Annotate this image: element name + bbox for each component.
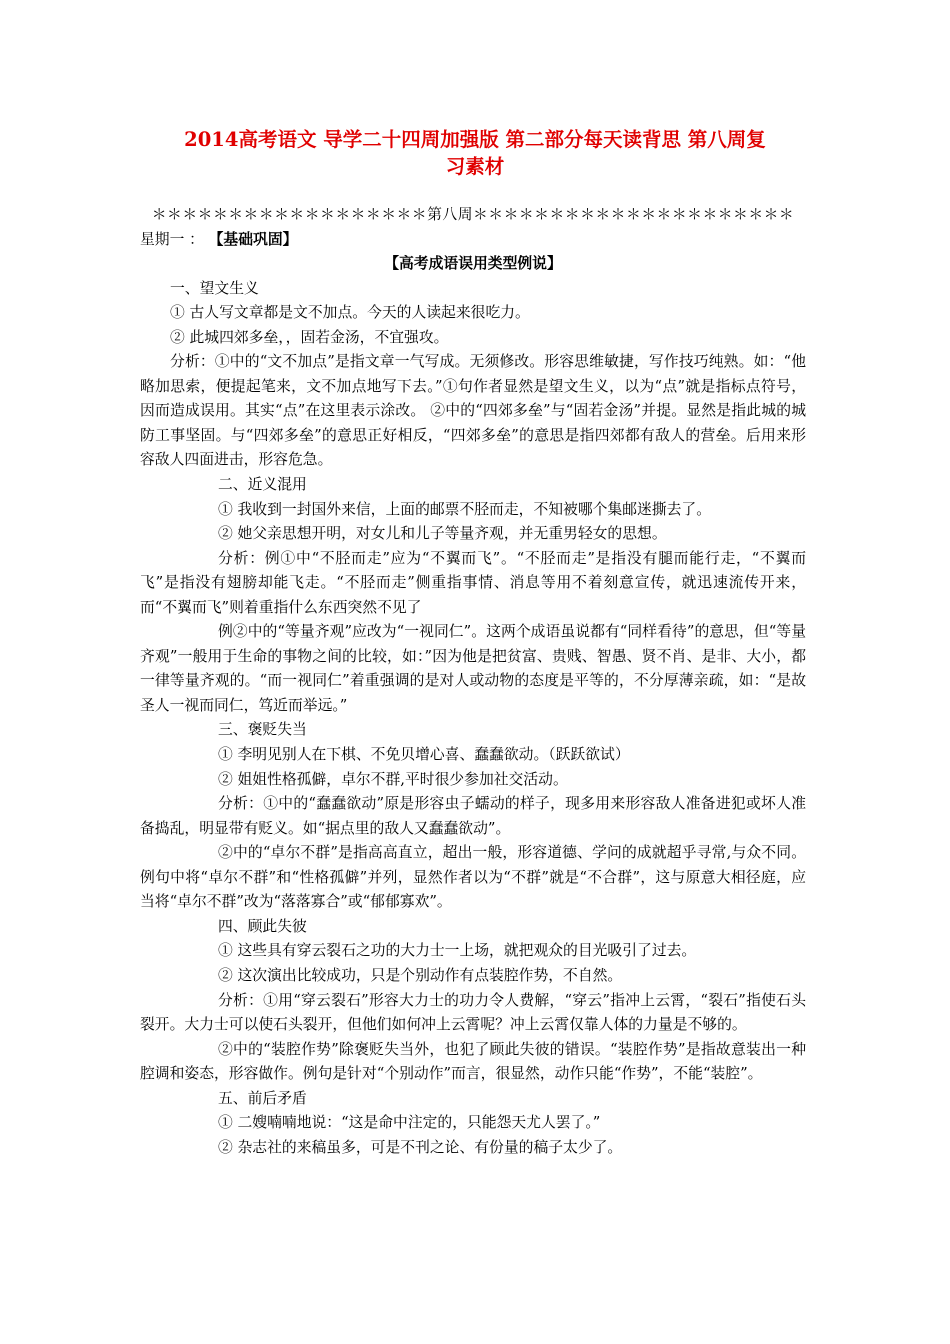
section-4-analysis-1: 分析：①用“穿云裂石”形容大力士的功力令人费解，“穿云”指冲上云霄，“裂石”指使石头裂开。大力士可以使石头裂开，但他们如何冲上云霄呢？冲上云霄仅靠人体的力量是不够的。 (140, 991, 806, 1034)
section-4-analysis-2: ②中的“装腔作势”除褒贬失当外，也犯了顾此失彼的错误。“装腔作势”是指故意装出一种腔调和姿态，形容做作。例句是针对“个别动作”而言，很显然，动作只能“作势”，不能“装腔”。 (140, 1040, 806, 1083)
section-5-example-2: ② 杂志社的来稿虽多，可是不刊之论、有份量的稿子太少了。 (218, 1138, 623, 1156)
section-2-analysis-2: 例②中的“等量齐观”应改为“一视同仁”。这两个成语虽说都有“同样看待”的意思，但“等量齐观”一般用于生命的事物之间的比较，如：”因为他是把贫富、贵贱、智愚、贤不肖、是非、大小，都一律等量齐观的。“而一视同仁”着重强调的是对人或动物的态度是平等的，不分厚薄亲疏，如：“是故圣人一视而同仁，笃近而举远。” (140, 623, 806, 714)
section-2-title: 二、近义混用 (218, 476, 307, 494)
section-3-title: 三、褒贬失当 (218, 721, 307, 739)
title-line-2: 习素材 (445, 155, 505, 178)
section-5-title: 五、前后矛盾 (218, 1089, 307, 1107)
document-body (140, 203, 806, 1160)
day-line (140, 228, 806, 253)
day-tag: 【基础巩固】 (208, 230, 298, 248)
section-1-example-2: ② 此城四郊多垒，，固若金汤，不宜强攻。 (170, 328, 449, 346)
week-header: ＊＊＊＊＊＊＊＊＊＊＊＊＊＊＊＊＊＊第八周＊＊＊＊＊＊＊＊＊＊＊＊＊＊＊＊＊＊＊＊＊ (151, 206, 795, 223)
section-4-title: 四、顾此失彼 (218, 917, 307, 935)
section-3-analysis-2: ②中的“卓尔不群”是指高高直立，超出一般，形容道德、学问的成就超乎寻常,与众不同。例句中将“卓尔不群”和“性格孤僻”并列，显然作者以为“不群”就是“不合群”，这与原意大相径庭，应当将“卓尔不群”改为“落落寡合”或“郁郁寡欢”。 (140, 844, 806, 911)
section-5-example-1: ① 二嫂喃喃地说：“这是命中注定的，只能怨天尤人罢了。” (218, 1114, 601, 1132)
title-line-1: 2014高考语文 导学二十四周加强版 第二部分每天读背思 第八周复 (184, 128, 766, 151)
section-heading: 【高考成语误用类型例说】 (384, 255, 562, 273)
section-4-example-2: ② 这次演出比较成功，只是个别动作有点装腔作势，不自然。 (218, 966, 623, 984)
section-1-title: 一、望文生义 (170, 279, 259, 297)
day-label: 星期一 ： (140, 230, 204, 248)
section-2-example-2: ② 她父亲思想开明，对女儿和儿子等量齐观，并无重男轻女的思想。 (218, 525, 667, 543)
section-2-example-1: ① 我收到一封国外来信，上面的邮票不胫而走，不知被哪个集邮迷撕去了。 (218, 500, 712, 518)
section-1-analysis: 分析：①中的“文不加点”是指文章一气写成。无须修改。形容思维敏捷，写作技巧纯熟。如：“他略加思索，便提起笔来，文不加点地写下去。”①句作者显然是望文生义，以为“点”就是指标点符号，因而造成误用。其实“点”在这里表示涂改。 ②中的“四郊多垒”与“固若金汤”并提。显然是指此城的城防工事坚固。与“四郊多垒”的意思正好相反，“四郊多垒”的意思是指四郊都有敌人的营垒。后用来形容敌人四面进击，形容危急。 (140, 353, 806, 469)
section-3-example-2: ② 姐姐性格孤僻，卓尔不群,平时很少参加社交活动。 (218, 770, 568, 788)
section-1-example-1: ① 古人写文章都是文不加点。今天的人读起来很吃力。 (170, 304, 530, 322)
document-title (120, 126, 830, 180)
section-3-example-1: ① 李明见别人在下棋、不免贝增心喜、蠢蠢欲动。（跃跃欲试） (218, 746, 630, 764)
section-4-example-1: ① 这些具有穿云裂石之功的大力士一上场，就把观众的目光吸引了过去。 (218, 942, 697, 960)
section-2-analysis-1: 分析：例①中“不胫而走”应为“不翼而飞”。“不胫而走”是指没有腿而能行走，“不翼而飞”是指没有翅膀却能飞走。“不胫而走”侧重指事情、消息等用不着刻意宣传，就迅速流传开来，而“不翼而飞”则着重指什么东西突然不见了 (140, 549, 806, 616)
section-3-analysis-1: 分析：①中的“蠢蠢欲动”原是形容虫子蠕动的样子，现多用来形容敌人准备进犯或坏人准备捣乱，明显带有贬义。如“据点里的敌人又蠢蠢欲动”。 (140, 795, 806, 837)
